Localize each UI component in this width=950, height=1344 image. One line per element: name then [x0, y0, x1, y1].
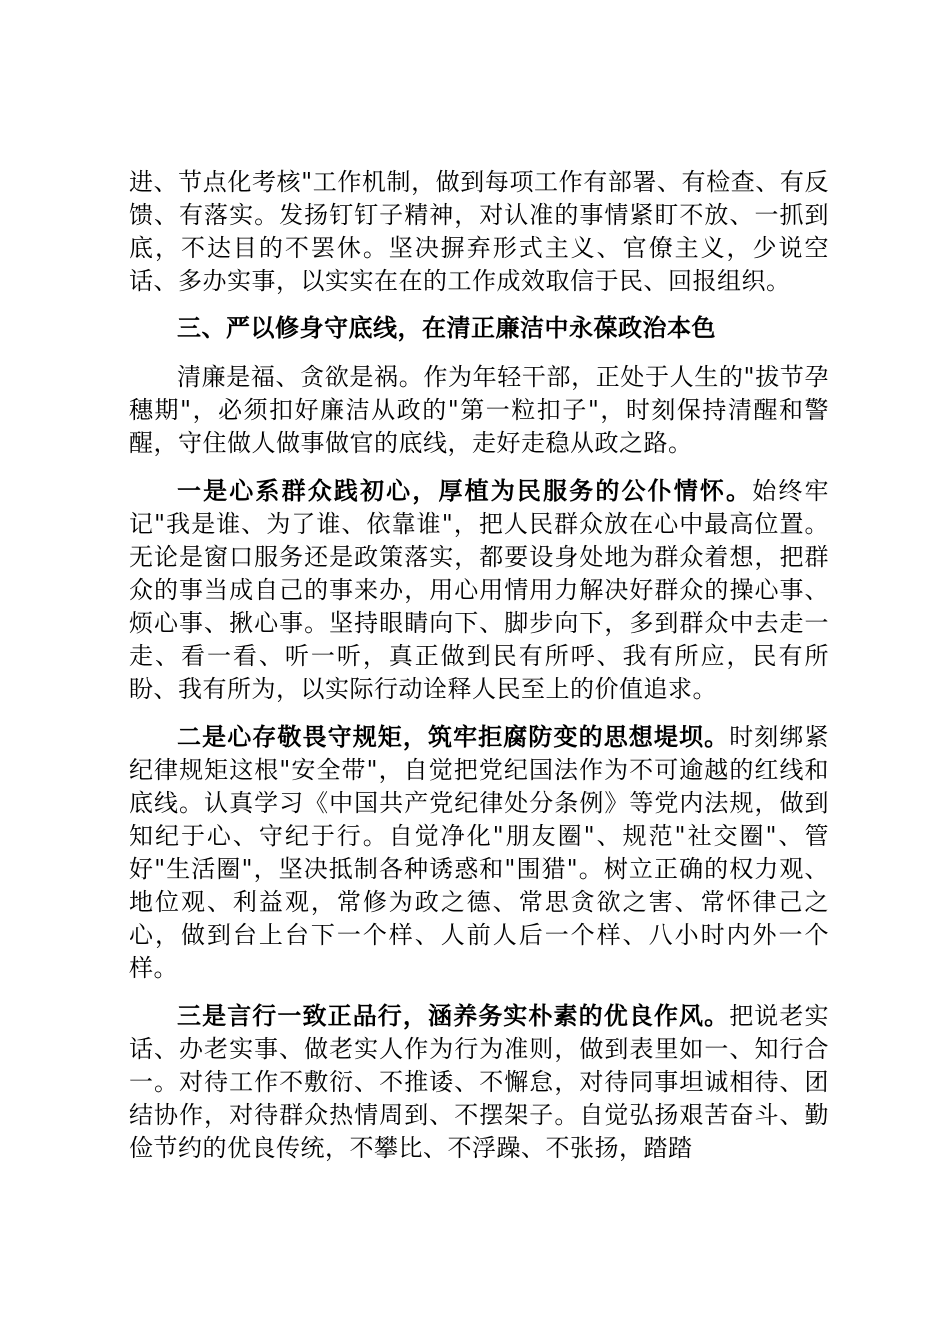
paragraph-continuation: 进、节点化考核"工作机制，做到每项工作有部署、有检查、有反馈、有落实。发扬钉钉子精神，对认准的事情紧盯不放、一抓到底，不达目的不罢休。坚决摒弃形式主义、官僚主义，少说空话、多办实事，以实实在在的工作成效取信于民、回报组织。 — [129, 168, 829, 295]
paragraph-item-2 — [129, 720, 829, 985]
item-3-text: 把说老实话、办老实事、做老实人作为行为准则，做到表里如一、知行合一。对待工作不敷衍、不推诿、不懈怠，对待同事坦诚相待、团结协作，对待群众热情周到、不摆架子。自觉弘扬艰苦奋斗、勤俭节约的优良传统，不攀比、不浮躁、不张扬，踏踏 — [129, 1002, 830, 1162]
document-page — [129, 166, 829, 1179]
paragraph-intro: 清廉是福、贪欲是祸。作为年轻干部，正处于人生的"拔节孕穗期"，必须扣好廉洁从政的"第一粒扣子"，时刻保持清醒和警醒，守住做人做事做官的底线，走好走稳从政之路。 — [129, 363, 829, 457]
item-2-text: 时刻绑紧纪律规矩这根"安全带"，自觉把党纪国法作为不可逾越的红线和底线。认真学习《中国共产党纪律处分条例》等党内法规，做到知纪于心、守纪于行。自觉净化"朋友圈"、规范"社交圈"、管好"生活圈"，坚决抵制各种诱惑和"围猎"。树立正确的权力观、地位观、利益观，常修为政之德、常思贪欲之害、常怀律己之心，做到台上台下一个样、人前人后一个样、八小时内外一个样。 — [129, 723, 830, 982]
item-2-lead: 二是心存敬畏守规矩，筑牢拒腐防变的思想堤坝。 — [177, 722, 730, 751]
item-3-lead: 三是言行一致正品行，涵养务实朴素的优良作风。 — [177, 1001, 730, 1030]
paragraph-item-1 — [129, 474, 829, 706]
item-1-text: 始终牢记"我是谁、为了谁、依靠谁"，把人民群众放在心中最高位置。无论是窗口服务还是政策落实，都要设身处地为群众着想，把群众的事当成自己的事来办，用心用情用力解决好群众的操心事、烦心事、揪心事。坚持眼睛向下、脚步向下，多到群众中去走一走、看一看、听一听，真正做到民有所呼、我有所应，民有所盼、我有所为，以实际行动诠释人民至上的价值追求。 — [129, 477, 830, 703]
section-heading: 三、严以修身守底线，在清正廉洁中永葆政治本色 — [177, 314, 716, 342]
paragraph-item-3 — [129, 999, 829, 1165]
item-1-lead: 一是心系群众践初心，厚植为民服务的公仆情怀。 — [177, 476, 753, 505]
